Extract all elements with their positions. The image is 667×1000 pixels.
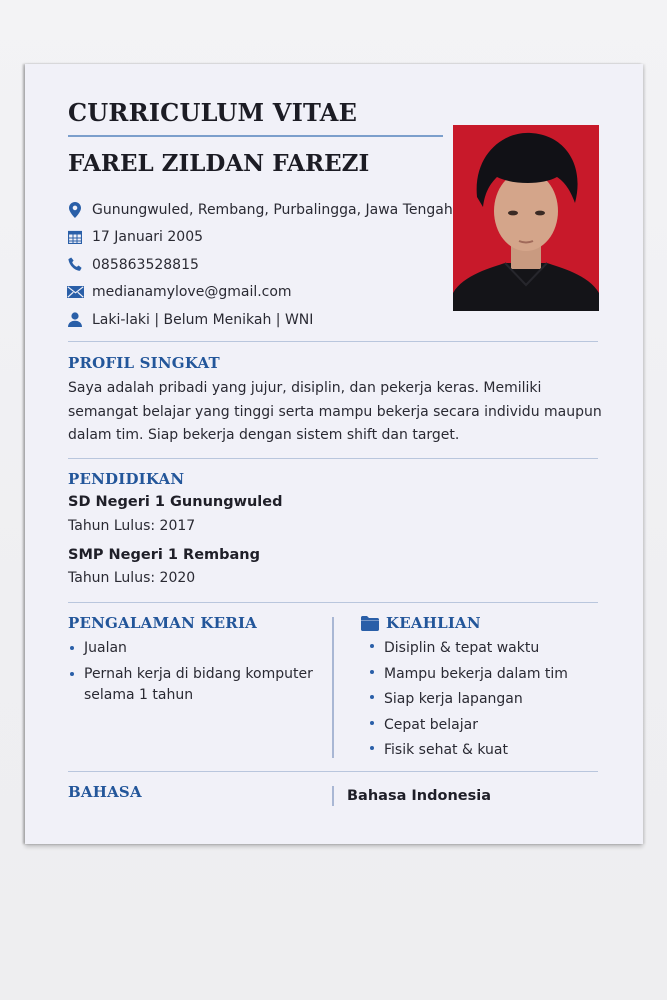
column-divider [332,786,334,806]
phone-text: 085863528815 [92,256,199,273]
skills-heading-label: KEAHLIAN [386,614,481,632]
address-text: Gunungwuled, Rembang, Purbalingga, Jawa Tengah [92,201,453,218]
contact-birthdate [65,224,453,252]
contact-address [65,196,453,224]
cv-paper [25,64,643,844]
portrait-image [453,125,599,311]
calendar-icon [65,229,85,245]
user-icon [65,312,85,328]
section-divider [68,341,598,342]
section-divider [68,602,598,603]
folder-icon [361,616,379,631]
title-divider [68,135,443,137]
list-item: Fisik sehat & kuat [368,738,608,764]
envelope-icon [65,284,85,300]
birthdate-text: 17 Januari 2005 [92,229,204,246]
contact-phone [65,251,453,279]
section-divider [68,458,598,459]
phone-icon [65,257,85,273]
skills-list [368,636,608,764]
list-item: Disiplin & tepat waktu [368,636,608,662]
email-text: medianamylove@gmail.com [92,284,292,301]
candidate-name: FAREL ZILDAN FAREZI [68,150,370,177]
list-item: Siap kerja lapangan [368,687,608,713]
education-heading: PENDIDIKAN [68,470,185,488]
profile-text: Saya adalah pribadi yang jujur, disiplin, dan pekerja keras. Memiliki semangat belajar yang tinggi serta mampu bekerja secara individu maupun dalam tim. Siap bekerja dengan sistem shift dan target. [68,380,602,443]
location-pin-icon [65,202,85,218]
experience-list [68,638,318,711]
personal-status-text: Laki-laki | Belum Menikah | WNI [92,311,314,328]
profile-heading: PROFIL SINGKAT [68,354,220,372]
list-item: Mampu bekerja dalam tim [368,662,608,688]
education-year: Tahun Lulus: 2017 [68,518,196,534]
experience-heading: PENGALAMAN KERIA [68,614,258,632]
skills-heading [361,614,481,632]
section-divider [68,771,598,772]
language-heading: BAHASA [68,783,142,801]
list-item: Pernah kerja di bidang komputer selama 1 tahun [68,664,318,706]
contact-email [65,279,453,307]
education-school: SD Negeri 1 Gunungwuled [68,494,283,510]
education-year: Tahun Lulus: 2020 [68,570,196,586]
language-value: Bahasa Indonesia [347,788,492,804]
education-school: SMP Negeri 1 Rembang [68,547,261,563]
profile-photo [453,125,599,311]
document-title: CURRICULUM VITAE [68,98,358,127]
list-item: Cepat belajar [368,713,608,739]
contact-list [65,196,453,334]
contact-personal [65,306,453,334]
list-item: Jualan [68,638,318,659]
column-divider [332,617,334,758]
